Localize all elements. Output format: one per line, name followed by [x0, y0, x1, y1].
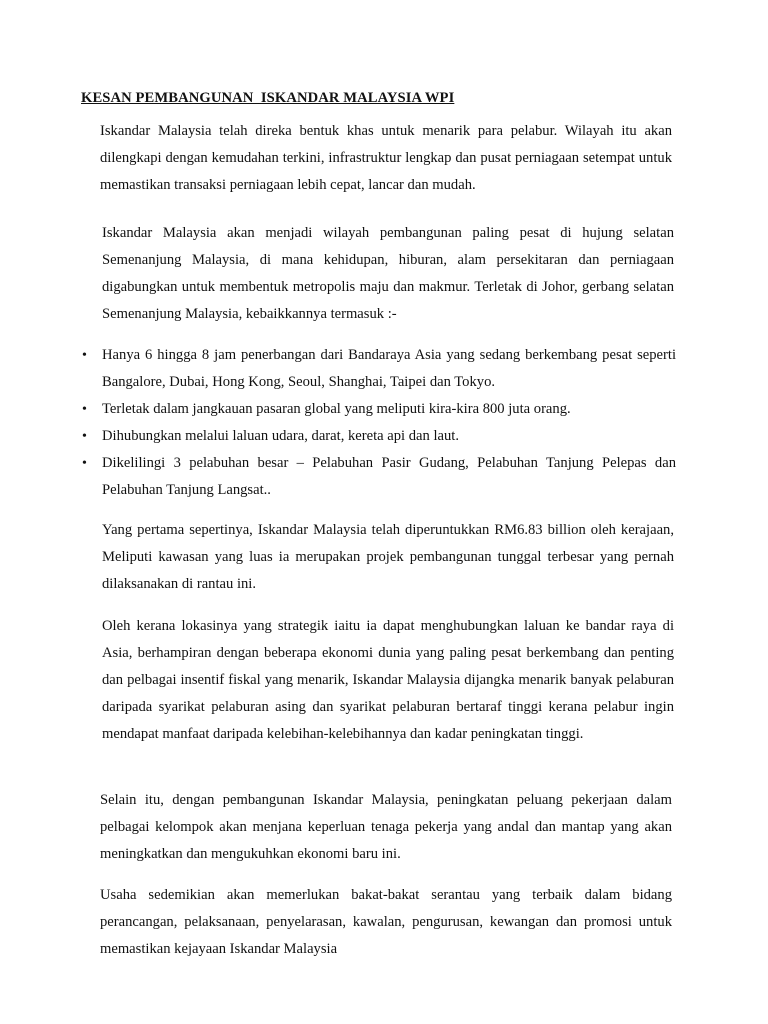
paragraph-intro: Iskandar Malaysia telah direka bentuk khas untuk menarik para pelabur. Wilayah itu akan dilengkapi dengan kemudahan terkini, infrastruktur lengkap dan pusat perniagaan setempat untuk memastikan transaksi perniagaan lebih cepat, lancar dan mudah. — [100, 123, 672, 193]
bullet-icon: • — [82, 402, 87, 417]
paragraph-region: Iskandar Malaysia akan menjadi wilayah pembangunan paling pesat di hujung selatan Semenanjung Malaysia, di mana kehidupan, hiburan, alam persekitaran dan perniagaan digabungkan untuk membentuk metropolis maju dan makmur. Terletak di Johor, gerbang selatan Semenanjung Malaysia, kebaikkannya termasuk :- — [102, 225, 674, 322]
list-item-text: Terletak dalam jangkauan pasaran global yang meliputi kira-kira 800 juta orang. — [102, 401, 571, 417]
list-item — [80, 396, 676, 423]
list-item-text: Hanya 6 hingga 8 jam penerbangan dari Bandaraya Asia yang sedang berkembang pesat seperti Bangalore, Dubai, Hong Kong, Seoul, Shanghai, Taipei dan Tokyo. — [102, 347, 676, 390]
paragraph-allocation: Yang pertama sepertinya, Iskandar Malaysia telah diperuntukkan RM6.83 billion oleh kerajaan, Meliputi kawasan yang luas ia merupakan projek pembangunan tunggal terbesar yang pernah dilaksanakan di rantau ini. — [102, 522, 674, 592]
list-item-text: Dihubungkan melalui laluan udara, darat, kereta api dan laut. — [102, 428, 460, 444]
document-title: KESAN PEMBANGUNAN ISKANDAR MALAYSIA WPI — [81, 90, 455, 106]
paragraph-location: Oleh kerana lokasinya yang strategik iaitu ia dapat menghubungkan laluan ke bandar raya di Asia, berhampiran dengan beberapa ekonomi dunia yang paling pesat berkembang dan penting dan pelbagai insentif fiskal yang menarik, Iskandar Malaysia dijangka menarik banyak pelaburan daripada syarikat pelaburan asing dan syarikat pelaburan bertaraf tinggi kerana pelabur ingin mendapat manfaat daripada kelebihan-kelebihannya dan kadar peningkatan tinggi. — [102, 618, 674, 742]
list-item-text: Dikelilingi 3 pelabuhan besar – Pelabuhan Pasir Gudang, Pelabuhan Tanjung Pelepas dan Pelabuhan Tanjung Langsat.. — [102, 455, 676, 498]
list-item — [80, 342, 676, 396]
bullet-icon: • — [82, 456, 87, 471]
bullet-icon: • — [82, 348, 87, 363]
paragraph-talent: Usaha sedemikian akan memerlukan bakat-bakat serantau yang terbaik dalam bidang perancangan, pelaksanaan, penyelarasan, kawalan, pengurusan, kewangan dan promosi untuk memastikan kejayaan Iskandar Malaysia — [100, 887, 672, 957]
list-item — [80, 450, 676, 504]
paragraph-employment: Selain itu, dengan pembangunan Iskandar Malaysia, peningkatan peluang pekerjaan dalam pelbagai kelompok akan menjana keperluan tenaga pekerja yang andal dan mantap yang akan meningkatkan dan mengukuhkan ekonomi baru ini. — [100, 792, 672, 862]
benefits-list — [80, 342, 676, 504]
bullet-icon: • — [82, 429, 87, 444]
list-item — [80, 423, 676, 450]
